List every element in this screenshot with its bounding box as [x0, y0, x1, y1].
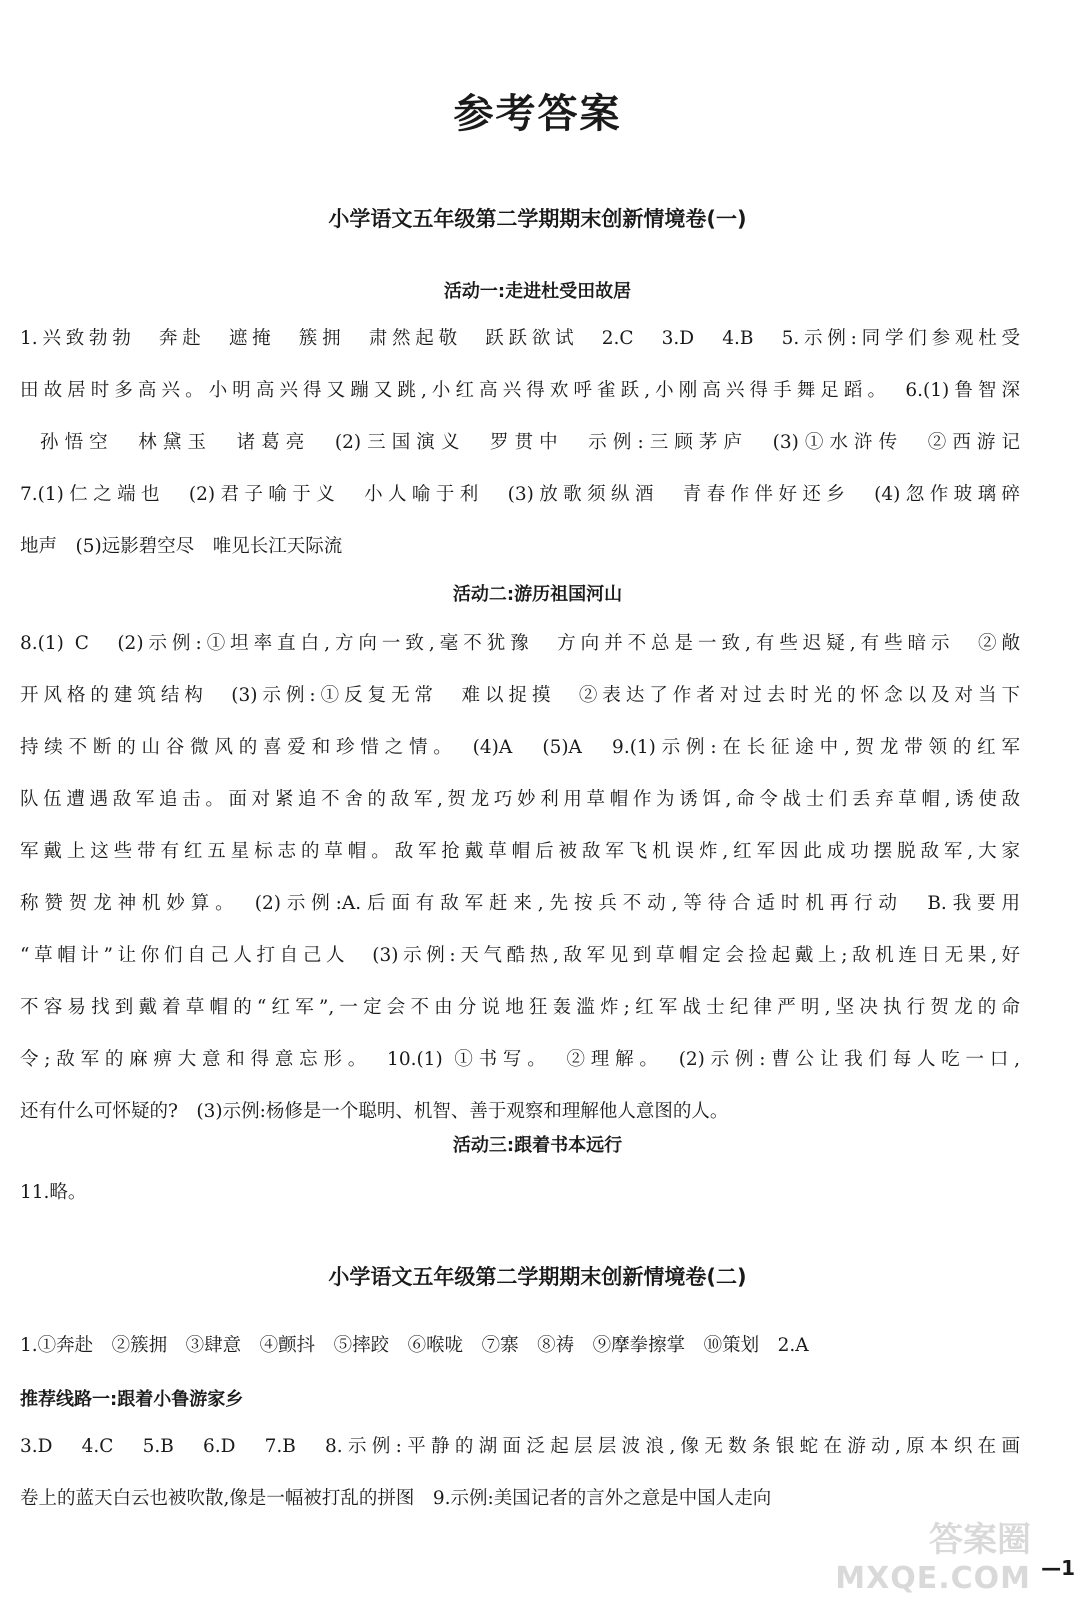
activity3-answers	[20, 1167, 1020, 1219]
activity-title-1: 活动一:走进杜受田故居	[443, 281, 632, 302]
activity2-answers	[20, 618, 1020, 1138]
activity1-answers	[20, 313, 1020, 573]
answer-line: 持续不断的山谷微风的喜爱和珍惜之情。 (4)A (5)A 9.(1)示例:在长征途中,贺龙带领的红军	[20, 737, 1020, 758]
answer-line: 孙悟空 林黛玉 诸葛亮 (2)三国演义 罗贯中 示例:三顾茅庐 (3)①水浒传 ②西游记	[40, 432, 1020, 453]
answer-line: 称赞贺龙神机妙算。 (2)示例:A.后面有敌军赶来,先按兵不动,等待合适时机再行动 B.我要用	[20, 893, 1020, 914]
answer-line: 不容易找到戴着草帽的“红军”,一定会不由分说地狂轰滥炸;红军战士纪律严明,坚决执行贺龙的命	[20, 997, 1020, 1018]
watermark-top-text: 答案圈	[929, 1520, 1031, 1560]
route-title-1: 推荐线路一:跟着小鲁游家乡	[20, 1389, 244, 1410]
answer-line: 1.兴致勃勃 奔赴 遮掩 簇拥 肃然起敬 跃跃欲试 2.C 3.D 4.B 5.示例:同学们参观杜受	[20, 328, 1020, 349]
answer-line: 队伍遭遇敌军追击。面对紧追不舍的敌军,贺龙巧妙利用草帽作为诱饵,命令战士们丢弃草帽,诱使敌	[20, 789, 1020, 810]
answer-line: 开风格的建筑结构 (3)示例:①反复无常 难以捉摸 ②表达了作者对过去时光的怀念以及对当下	[20, 685, 1020, 706]
answer-line: 3.D 4.C 5.B 6.D 7.B 8.示例:平静的湖面泛起层层波浪,像无数条银蛇在游动,原本织在画	[20, 1436, 1020, 1457]
answer-line: 1.①奔赴 ②簇拥 ③肆意 ④颤抖 ⑤摔跤 ⑥喉咙 ⑦寨 ⑧祷 ⑨摩拳擦掌 ⑩策划 2.A	[20, 1335, 809, 1356]
answer-line: 卷上的蓝天白云也被吹散,像是一幅被打乱的拼图 9.示例:美国记者的言外之意是中国人走向	[20, 1488, 772, 1509]
activity-title-2: 活动二:游历祖国河山	[452, 584, 623, 605]
section-title-2: 小学语文五年级第二学期期末创新情境卷(二)	[328, 1265, 747, 1289]
answer-line: 地声 (5)远影碧空尽 唯见长江天际流	[20, 536, 343, 557]
page-number: —1	[1041, 1556, 1075, 1580]
answer-line: 还有什么可怀疑的? (3)示例:杨修是一个聪明、机智、善于观察和理解他人意图的人。	[20, 1101, 729, 1122]
activity-title-3: 活动三:跟着书本远行	[452, 1135, 623, 1156]
answer-line: 军戴上这些带有红五星标志的草帽。敌军抢戴草帽后被敌军飞机误炸,红军因此成功摆脱敌军,大家	[20, 841, 1020, 862]
page-title: 参考答案	[453, 91, 622, 137]
answer-line: “草帽计”让你们自己人打自己人 (3)示例:天气酷热,敌军见到草帽定会捡起戴上;敌机连日无果,好	[20, 945, 1020, 966]
answer-line: 令;敌军的麻痹大意和得意忘形。 10.(1) ①书写。 ②理解。 (2)示例:曹公让我们每人吃一口,	[20, 1049, 1020, 1070]
route1-answers	[20, 1421, 1020, 1525]
section2-intro-answers	[20, 1320, 1020, 1372]
watermark-logo	[835, 1512, 1041, 1596]
section-title-1: 小学语文五年级第二学期期末创新情境卷(一)	[328, 207, 747, 231]
answer-line: 8.(1) C (2)示例:①坦率直白,方向一致,毫不犹豫 方向并不总是一致,有些迟疑,有些暗示 ②敞	[20, 633, 1020, 654]
answer-line: 11.略。	[20, 1182, 87, 1203]
answer-line: 田故居时多高兴。小明高兴得又蹦又跳,小红高兴得欢呼雀跃,小刚高兴得手舞足蹈。 6.(1)鲁智深	[20, 380, 1020, 401]
answer-line: 7.(1)仁之端也 (2)君子喻于义 小人喻于利 (3)放歌须纵酒 青春作伴好还乡 (4)忽作玻璃碎	[20, 484, 1020, 505]
watermark-bottom-text: MXQE.COM	[835, 1561, 1031, 1596]
